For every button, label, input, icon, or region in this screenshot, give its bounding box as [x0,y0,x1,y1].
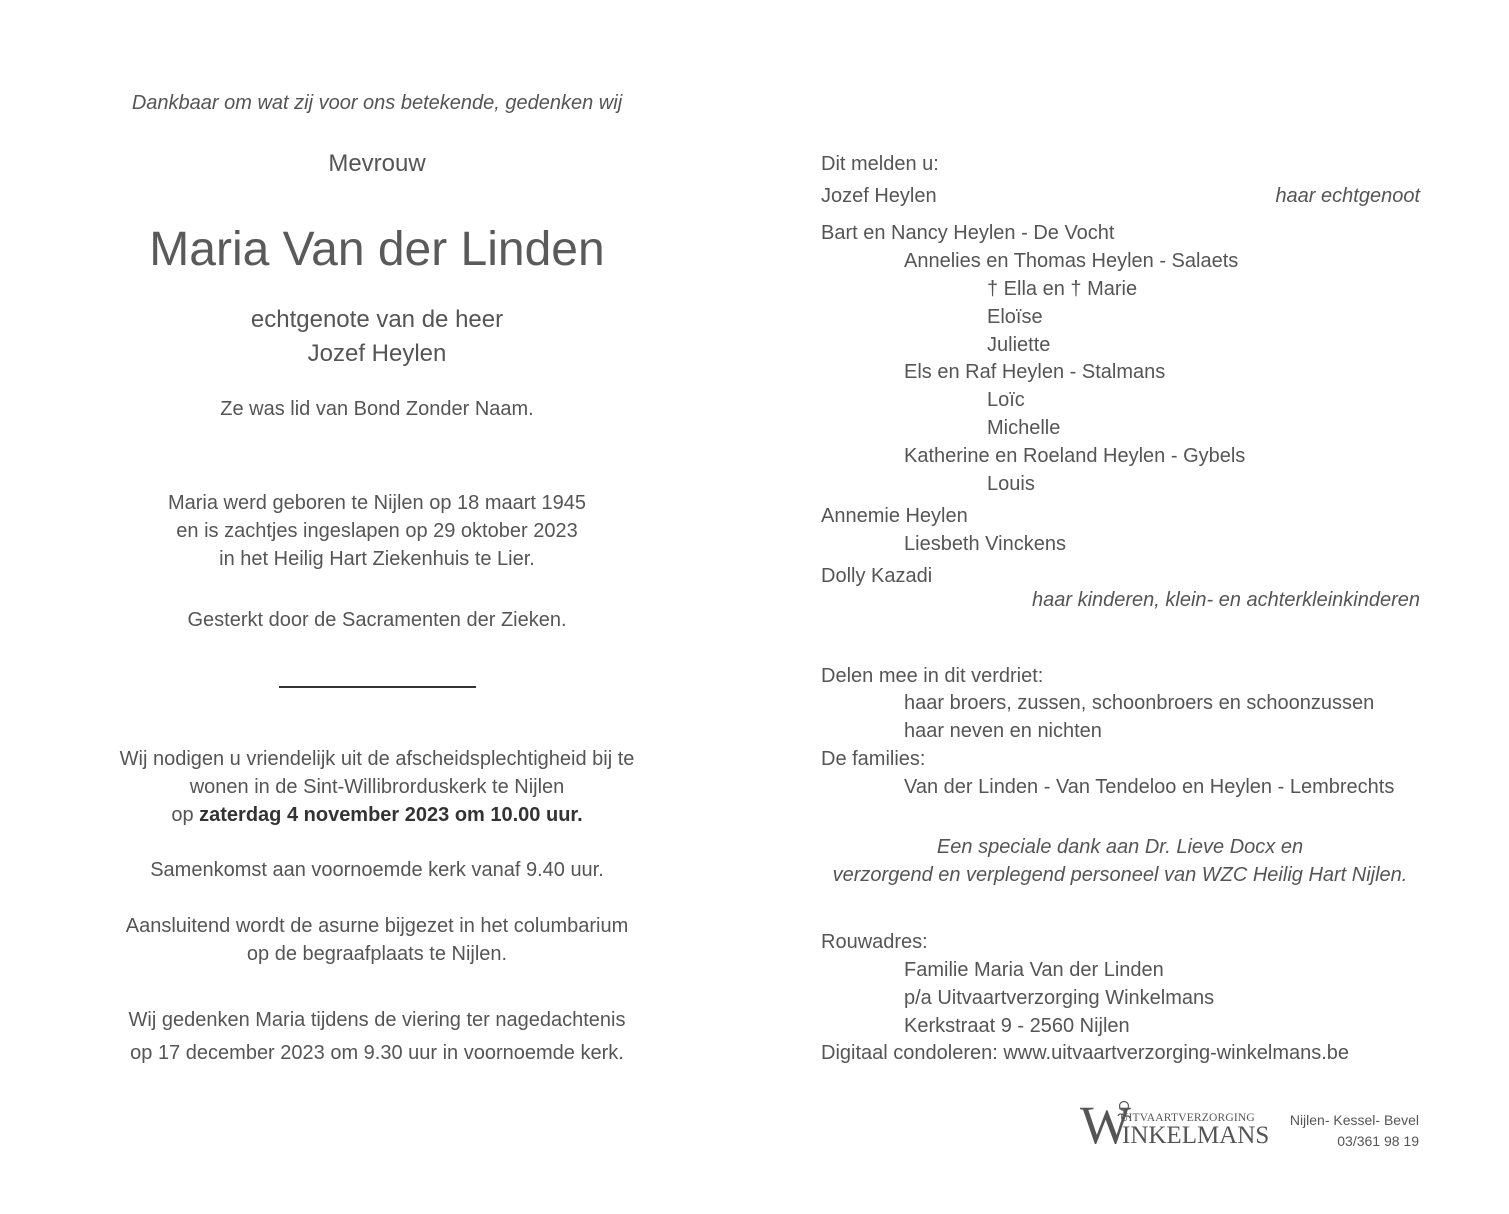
logo-initial: W [1080,1095,1131,1155]
gathering-text: Samenkomst aan voornoemde kerk vanaf 9.40 uur. [150,859,604,881]
born-line-1: Maria werd geboren te Nijlen op 18 maart 1945 [167,492,587,514]
invite-prefix: op [171,804,194,826]
address-title: Rouwadres: [821,931,928,953]
families-names: Van der Linden - Van Tendeloo en Heylen - Lembrechts [904,776,1395,798]
family-member: † Ella en † Marie [987,278,1138,300]
intro-text: Dankbaar om wat zij voor ons betekende, gedenken wij [131,92,623,114]
families-title: De families: [821,748,926,770]
logo-phone: 03/361 98 19 [1337,1133,1419,1149]
family-member: Loïc [987,389,1025,411]
membership-text: Ze was lid van Bond Zonder Naam. [220,398,534,420]
family-member: Liesbeth Vinckens [904,533,1066,555]
invite-line-1: Wij nodigen u vriendelijk uit de afscheidsplechtigheid bij te [119,748,635,770]
sacrament-text: Gesterkt door de Sacramenten der Zieken. [187,609,567,631]
born-line-3: in het Heilig Hart Ziekenhuis te Lier. [219,548,535,570]
thanks-line-1: Een speciale dank aan Dr. Lieve Docx en [936,836,1304,858]
family-member: Eloïse [987,306,1043,328]
share-line-2: haar neven en nichten [904,720,1102,742]
invite-date: zaterdag 4 november 2023 om 10.00 uur. [199,804,583,826]
spouse-line-1: echtgenote van de heer [250,306,504,333]
family-member: Annelies en Thomas Heylen - Salaets [904,250,1239,272]
invite-line-2: wonen in de Sint-Willibrorduskerk te Nijlen [189,776,565,798]
address-line-1: Familie Maria Van der Linden [904,959,1164,981]
husband-role: haar echtgenoot [1275,185,1420,207]
thanks-line-2: verzorgend en verplegend personeel van WZC Heilig Hart Nijlen. [832,864,1408,886]
invite-line-3 [171,804,582,827]
memorial-line-2: op 17 december 2023 om 9.30 uur in voornoemde kerk. [130,1042,624,1064]
family-member: Annemie Heylen [821,505,968,527]
announce-title: Dit melden u: [821,153,939,175]
salutation: Mevrouw [328,150,426,177]
family-member: Dolly Kazadi [821,565,933,587]
family-member: Katherine en Roeland Heylen - Gybels [904,445,1246,467]
born-line-2: en is zachtjes ingeslapen op 29 oktober 2023 [176,520,578,542]
urn-line-2: op de begraafplaats te Nijlen. [246,943,508,965]
family-member: Louis [987,473,1035,495]
condolence-text: Digitaal condoleren: www.uitvaartverzorging-winkelmans.be [821,1042,1350,1064]
urn-line-1: Aansluitend wordt de asurne bijgezet in het columbarium [125,915,629,937]
address-line-2: p/a Uitvaartverzorging Winkelmans [904,987,1215,1009]
husband-name: Jozef Heylen [821,185,937,207]
spouse-line-2: Jozef Heylen [307,340,447,367]
deceased-name: Maria Van der Linden [149,223,605,276]
share-title: Delen mee in dit verdriet: [821,665,1044,687]
logo-locations: Nijlen- Kessel- Bevel [1289,1112,1419,1128]
memorial-line-1: Wij gedenken Maria tijdens de viering ter nagedachtenis [128,1009,626,1031]
address-line-3: Kerkstraat 9 - 2560 Nijlen [904,1015,1130,1037]
winkelmans-logo [1080,1095,1285,1155]
family-member: Els en Raf Heylen - Stalmans [904,361,1166,383]
family-member: Michelle [987,417,1061,439]
children-role: haar kinderen, klein- en achterkleinkinderen [1031,589,1420,611]
share-line-1: haar broers, zussen, schoonbroers en schoonzussen [904,692,1375,714]
family-member: Bart en Nancy Heylen - De Vocht [821,222,1115,244]
family-member: Juliette [987,334,1051,356]
logo-rest-text: INKELMANS [1122,1122,1270,1149]
divider-line [279,686,476,688]
logo-top-text: UITVAARTVERZORGING [1120,1112,1255,1124]
